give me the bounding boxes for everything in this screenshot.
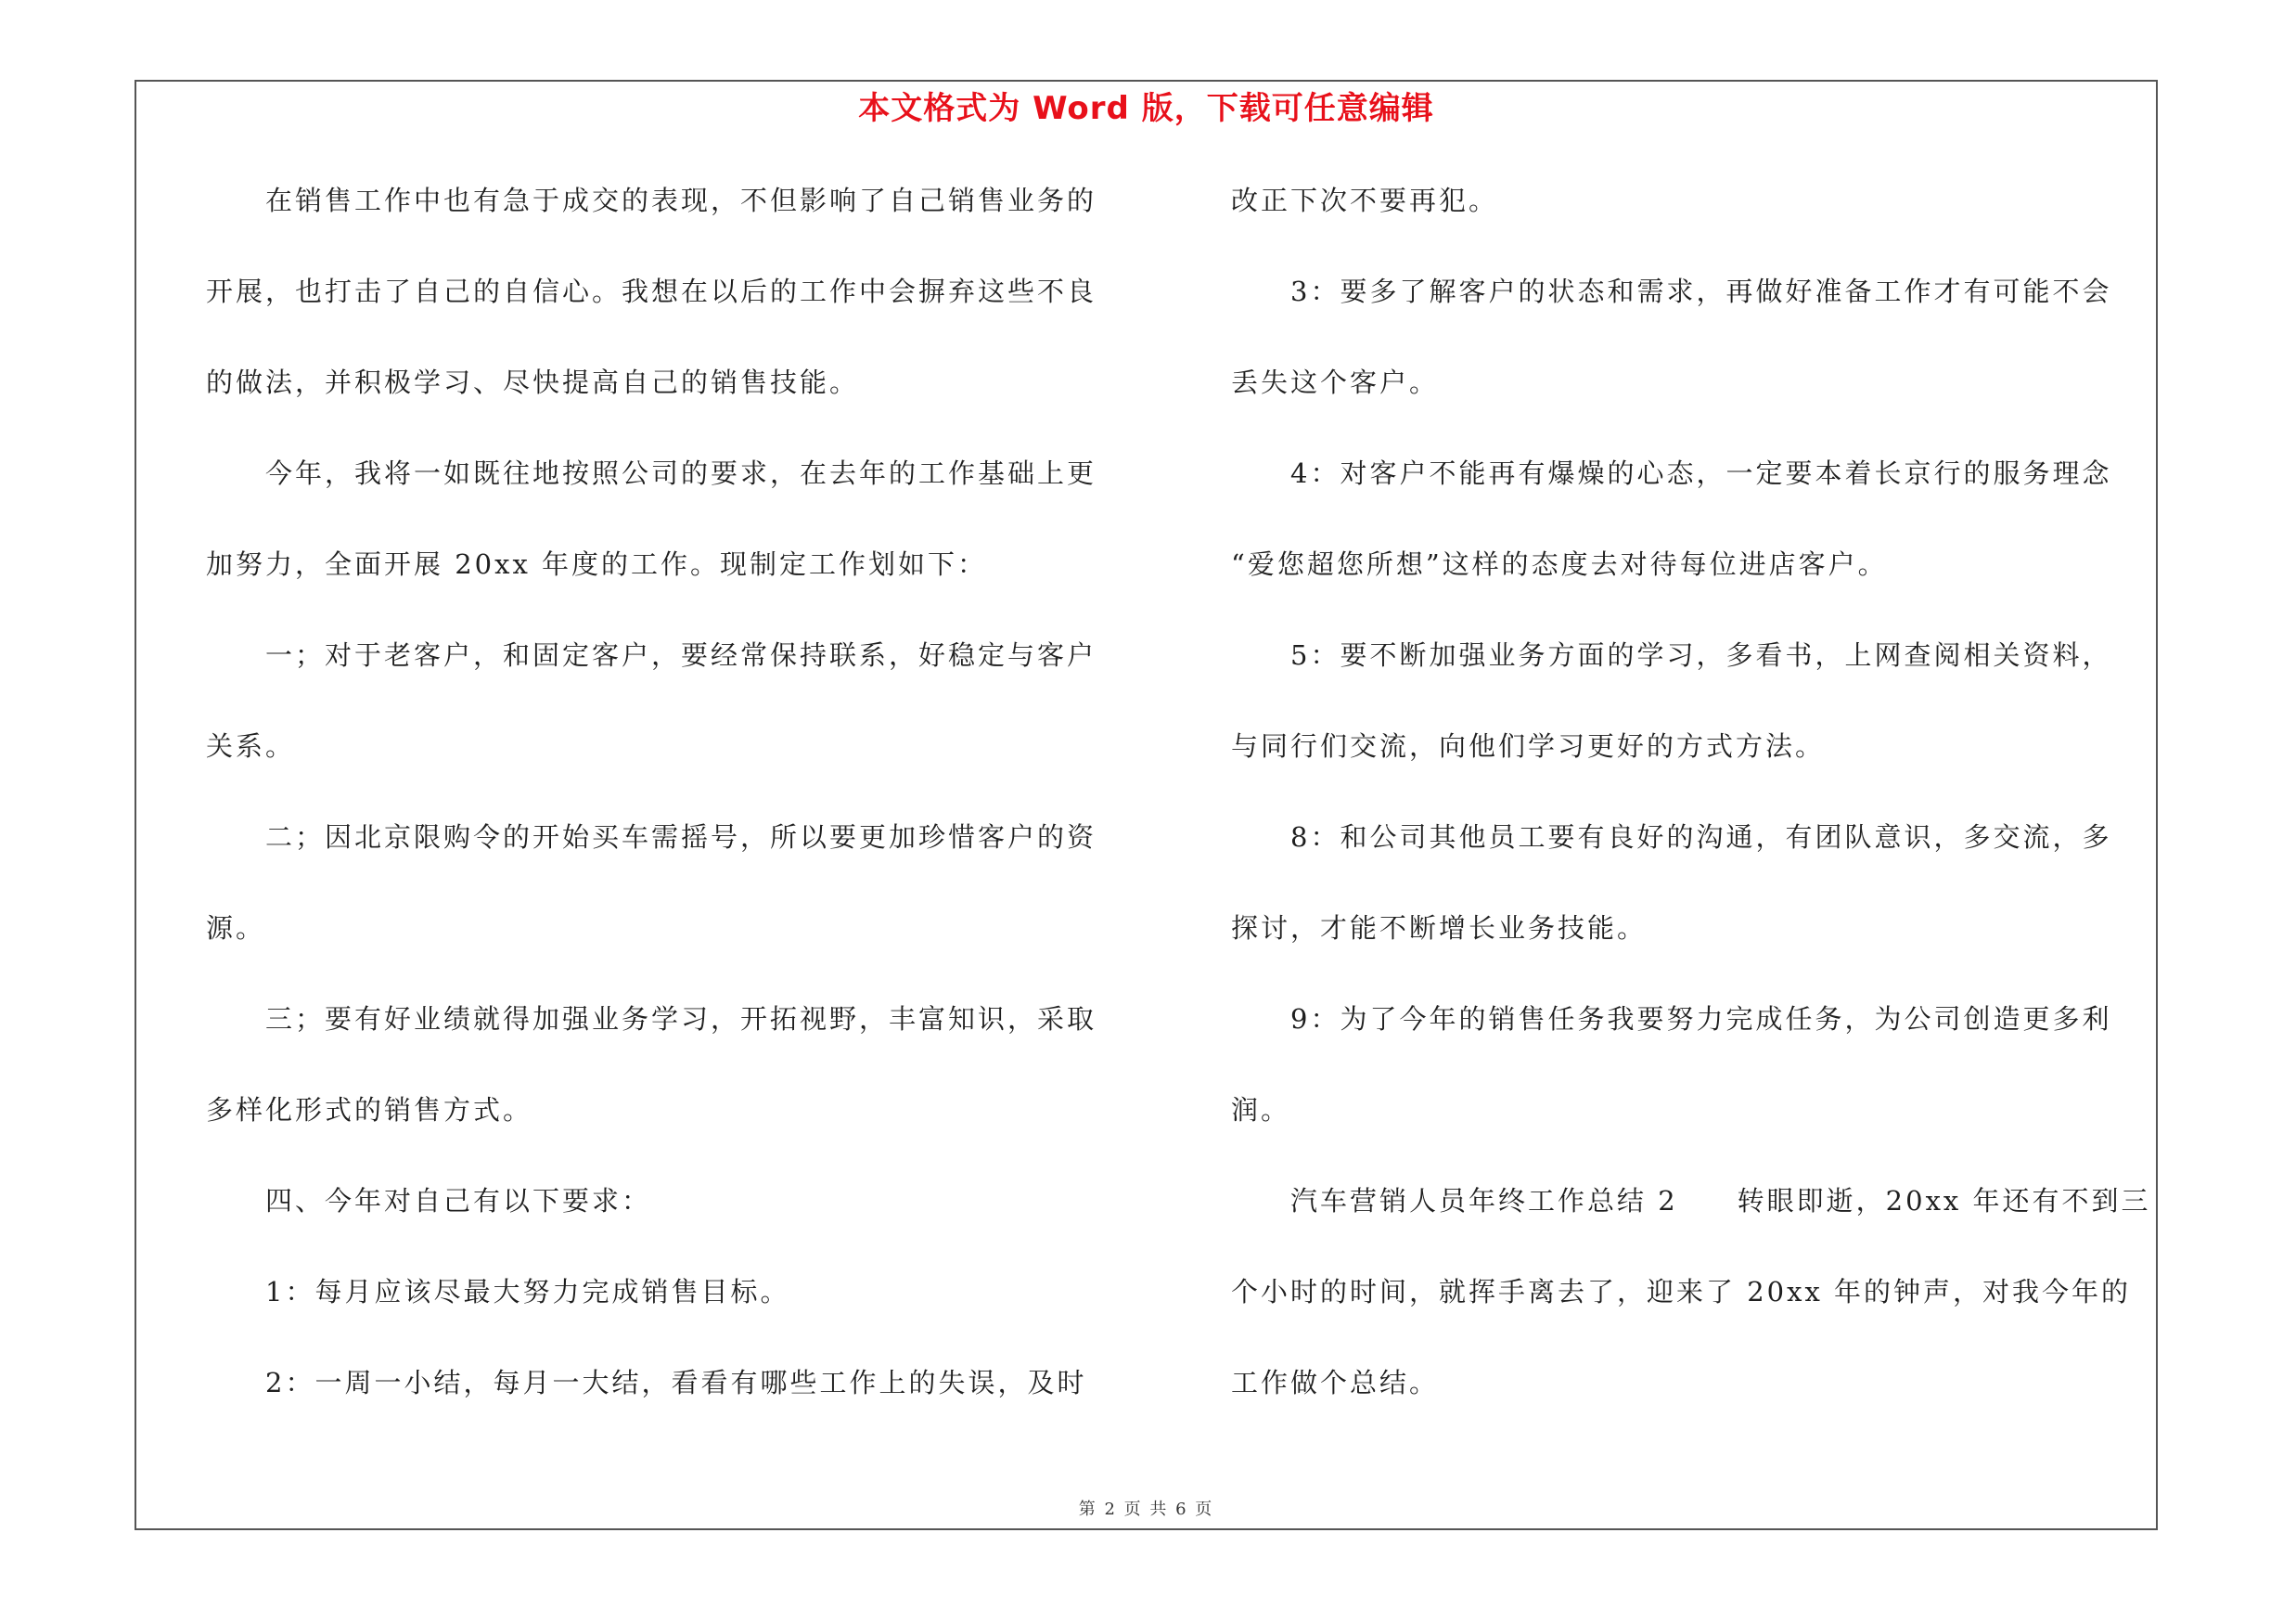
text-line: 一；对于老客户，和固定客户，要经常保持联系，好稳定与客户 xyxy=(265,639,1097,671)
text-line: 开展，也打击了自己的自信心。我想在以后的工作中会摒弃这些不良 xyxy=(206,276,1097,307)
text-line: 关系。 xyxy=(206,730,296,762)
document-banner: 本文格式为 Word 版，下载可任意编辑 xyxy=(858,90,1434,127)
text-line: “爱您超您所想”这样的态度去对待每位进店客户。 xyxy=(1231,548,1888,580)
text-line: 的做法，并积极学习、尽快提高自己的销售技能。 xyxy=(206,367,860,398)
text-line: 改正下次不要再犯。 xyxy=(1231,185,1499,216)
text-line: 探讨，才能不断增长业务技能。 xyxy=(1231,912,1648,944)
text-line: 四、今年对自己有以下要求： xyxy=(265,1185,652,1217)
text-line: 丢失这个客户。 xyxy=(1231,367,1440,398)
text-line: 5：要不断加强业务方面的学习，多看书，上网查阅相关资料， xyxy=(1290,639,2112,671)
text-line: 个小时的时间，就挥手离去了，迎来了 20xx 年的钟声，对我今年的 xyxy=(1231,1276,2132,1307)
text-line: 汽车营销人员年终工作总结 2 转眼即逝，20xx 年还有不到三 xyxy=(1290,1185,2151,1217)
text-line: 润。 xyxy=(1231,1094,1291,1126)
text-line: 今年，我将一如既往地按照公司的要求，在去年的工作基础上更 xyxy=(265,457,1097,489)
text-line: 三；要有好业绩就得加强业务学习，开拓视野，丰富知识，采取 xyxy=(265,1003,1097,1035)
text-line: 9：为了今年的销售任务我要努力完成任务，为公司创造更多利 xyxy=(1290,1003,2112,1035)
text-line: 3：要多了解客户的状态和需求，再做好准备工作才有可能不会 xyxy=(1290,276,2112,307)
text-line: 多样化形式的销售方式。 xyxy=(206,1094,533,1126)
text-line: 加努力，全面开展 20xx 年度的工作。现制定工作划如下： xyxy=(206,548,988,580)
text-line: 工作做个总结。 xyxy=(1231,1367,1440,1398)
text-line: 2：一周一小结，每月一大结，看看有哪些工作上的失误，及时 xyxy=(265,1367,1087,1398)
text-line: 二；因北京限购令的开始买车需摇号，所以要更加珍惜客户的资 xyxy=(265,821,1097,853)
text-line: 与同行们交流，向他们学习更好的方式方法。 xyxy=(1231,730,1826,762)
text-line: 8：和公司其他员工要有良好的沟通，有团队意识，多交流，多 xyxy=(1290,821,2112,853)
text-line: 1：每月应该尽最大努力完成销售目标。 xyxy=(265,1276,790,1307)
text-line: 源。 xyxy=(206,912,266,944)
page-footer: 第 2 页 共 6 页 xyxy=(1078,1500,1214,1519)
text-line: 在销售工作中也有急于成交的表现，不但影响了自己销售业务的 xyxy=(265,185,1097,216)
text-line: 4：对客户不能再有爆燥的心态，一定要本着长京行的服务理念 xyxy=(1290,457,2112,489)
